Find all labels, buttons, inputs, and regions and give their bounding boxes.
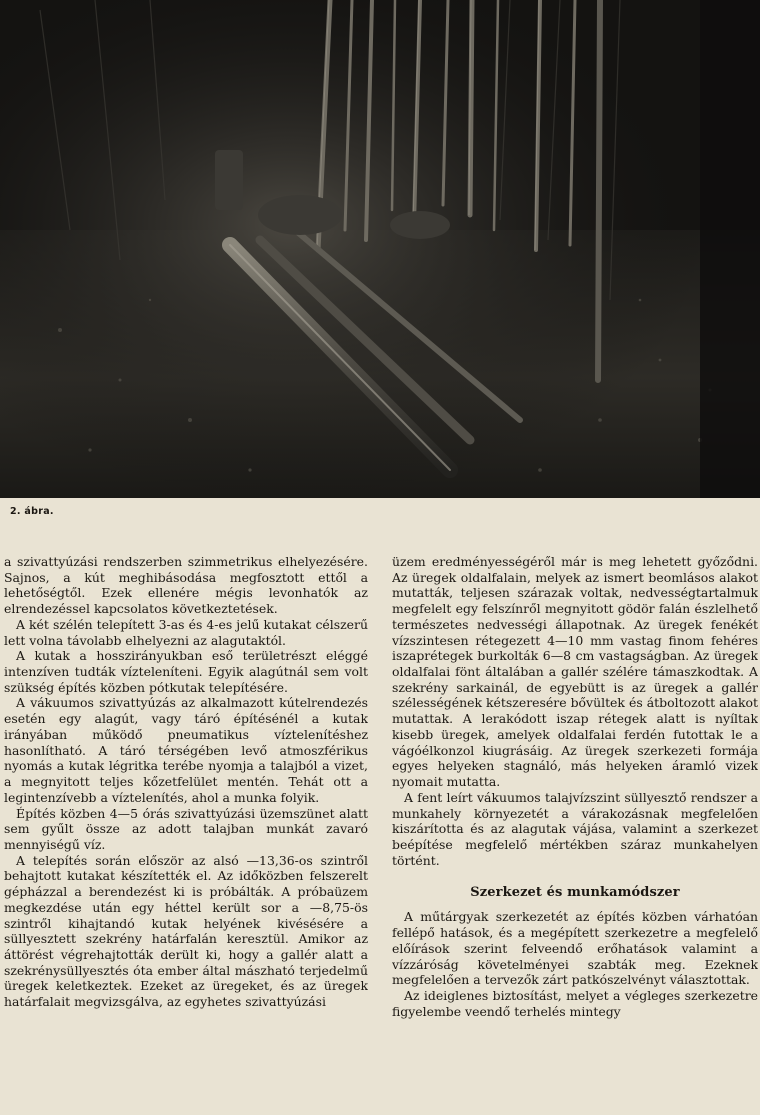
paragraph: A fent leírt vákuumos talajvízszint süllyesztő rendszer a munkahely környezetét a várakozásnak megfelelően kiszárította és az alagutak vájása, valamint a szerkezet beépítése megfelelő mértékben száraz munkahelyen történt.	[392, 789, 758, 868]
section-heading: Szerkezet és munkamódszer	[470, 885, 680, 901]
paragraph: Az ideiglenes biztosítást, melyet a végleges szerkezetre figyelembe veendő terhelés mintegy	[392, 987, 758, 1019]
paragraph: A két szélén telepített 3-as és 4-es jelű kutakat célszerű lett volna távolabb elhelyezni az alagutaktól.	[4, 616, 368, 648]
left-column	[4, 554, 368, 1115]
paragraph: Építés közben 4—5 órás szivattyúzási üzemszünet alatt sem gyűlt össze az adott talajban munkát zavaró mennyiségű víz.	[4, 805, 368, 852]
tunnel-photo-graphic	[0, 0, 760, 498]
figure-caption: 2. ábra.	[10, 506, 54, 517]
paragraph: a szivattyúzási rendszerben szimmetrikus elhelyezésére. Sajnos, a kút meghibásodása megfosztott ettől a lehetőségtől. Ezek ellenére mégis levonhatók az elrendezéssel kapcsolatos következtetések.	[4, 554, 368, 617]
figure-photo	[0, 0, 760, 498]
right-column	[392, 554, 758, 1115]
paragraph: A vákuumos szivattyúzás az alkalmazott kútelrendezés esetén egy alagút, vagy táró építésénél a kutak irányában működő pneumatikus víztelenítéshez hasonlítható. A táró térségében levő atmoszférikus nyomás a kutak légritka terébe nyomja a talajból a vizet, a megnyitott teljes kőzetfelület mentén. Tehát ott a legintenzívebb a víztelenítés, ahol a munka folyik.	[4, 695, 368, 805]
paragraph: A telepítés során először az alsó —13,36-os szintről behajtott kutakat készítették el. Az időközben felszerelt gépházzal a berendezést ki is próbálták. A próbaüzem megkezdése után egy héttel került sor a —8,75-ös szintről kihajtandó kutak helyének kivésésére a süllyesztett szekrény határfalán keresztül. Amikor az áttörést végrehajtották derült ki, hogy a gallér alatt a szekrénysüllyesztés óta ember által mászható terjedelmű üregek keletkeztek. Ezeket az üregeket, és az üregek határfalait megvizsgálva, az egyhetes szivattyúzási	[4, 852, 368, 1010]
paragraph: A kutak a hosszirányukban eső területrészt eléggé intenzíven tudták vízteleníteni. Egyik alagútnál sem volt szükség építés közben pótkutak telepítésére.	[4, 648, 368, 695]
paragraph: A műtárgyak szerkezetét az építés közben várhatóan fellépő hatások, és a megépített szerkezetre a megfelelő előírások szerint felveendő erőhatások valamint a vízzáróság követelményei szabták meg. Ezeknek megfelelően a tervezők zárt patkószelvényt választottak.	[392, 909, 758, 988]
paragraph: üzem eredményességéről már is meg lehetett győződni. Az üregek oldalfalain, melyek az ismert beomlásos alakot mutatták, teljesen szárazak voltak, nedvességtartalmuk megfelelt egy felszínről megnyitott gödör falán észlelhető természetes nedvességi állapotnak. Az üregek fenékét vízszintesen rétegezett 4—10 mm vastag finom fehéres iszaprétegek burkolták 6—8 cm vastagságban. Az üregek oldalfalai fönt általában a gallér szélére támaszkodtak. A szekrény sarkainál, de egyebütt is az üregek a gallér szélességének kétszeresére bővültek és átboltozott alakot mutattak. A lerakódott iszap rétegek alatt is nyíltak kisebb üregek, amelyek oldalfalai ferdén futottak le a vágóélkonzol kiugrásáig. Az üregek szerkezeti formája egyes helyeken stagnáló, más helyeken áramló vizek nyomait mutatta.	[392, 554, 758, 790]
